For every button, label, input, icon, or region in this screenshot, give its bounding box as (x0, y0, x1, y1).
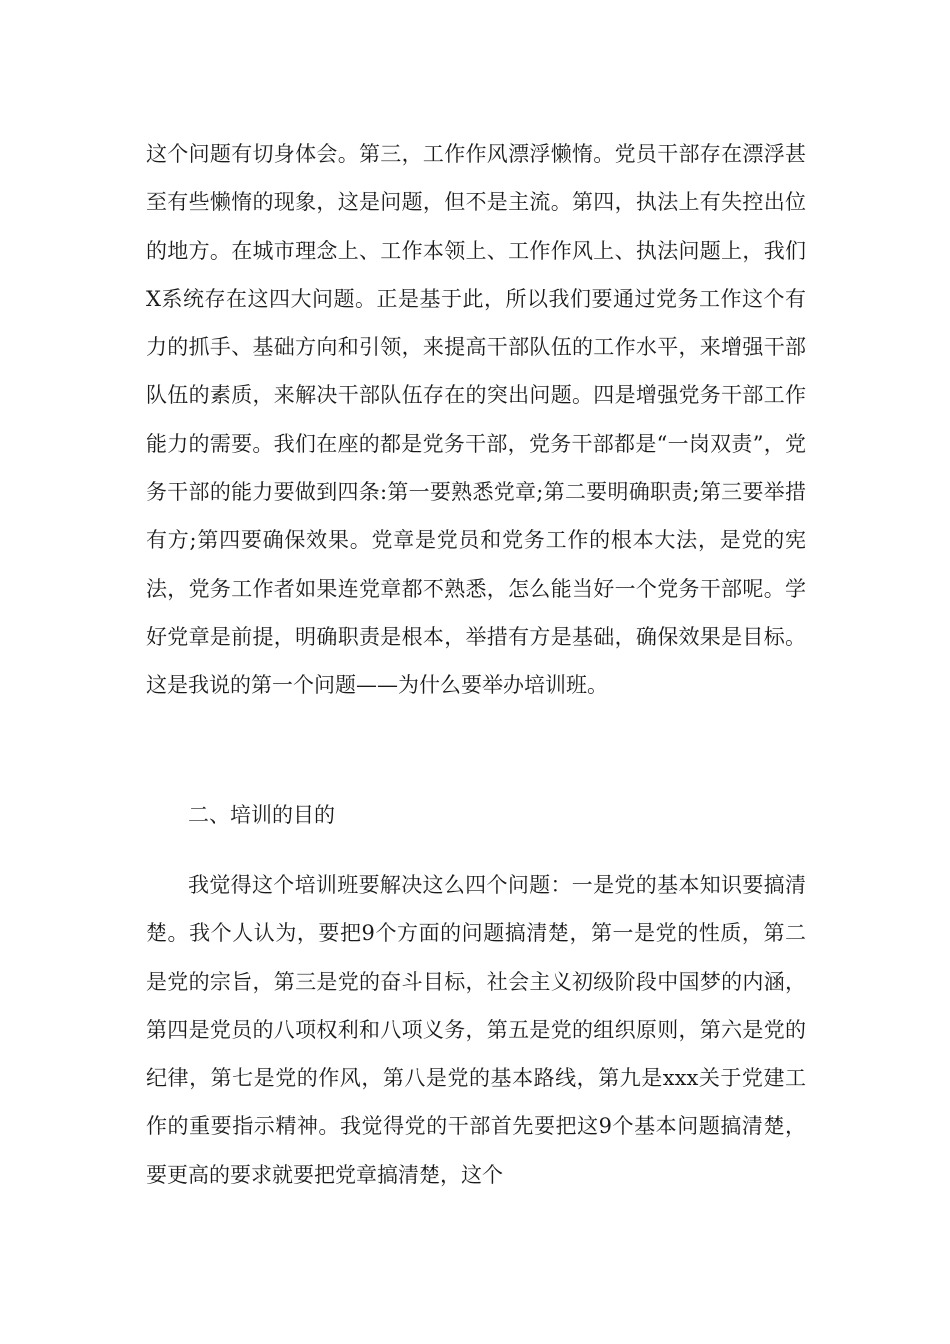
body-paragraph-section-two: 我觉得这个培训班要解决这么四个问题：一是党的基本知识要搞清楚。我个人认为，要把9个方面的问题搞清楚，第一是党的性质，第二是党的宗旨，第三是党的奋斗目标，社会主义初级阶段中国梦的内涵，第四是党员的八项权利和八项义务，第五是党的组织原则，第六是党的纪律，第七是党的作风，第八是党的基本路线，第九是xxx关于党建工作的重要指示精神。我觉得党的干部首先要把这9个基本问题搞清楚，要更高的要求就要把党章搞清楚，这个 (146, 873, 806, 1187)
section-heading: 二、培训的目的 (188, 803, 335, 827)
body-paragraph-continued: 这个问题有切身体会。第三，工作作风漂浮懒惰。党员干部存在漂浮甚至有些懒惰的现象，这是问题，但不是主流。第四，执法上有失控出位的地方。在城市理念上、工作本领上、工作作风上、执法问题上，我们X系统存在这四大问题。正是基于此，所以我们要通过党务工作这个有力的抓手、基础方向和引领，来提高干部队伍的工作水平，来增强干部队伍的素质，来解决干部队伍存在的突出问题。四是增强党务干部工作能力的需要。我们在座的都是党务干部，党务干部都是“一岗双责”，党务干部的能力要做到四条:第一要熟悉党章;第二要明确职责;第三要举措有方;第四要确保效果。党章是党员和党务工作的根本大法，是党的宪法，党务工作者如果连党章都不熟悉，怎么能当好一个党务干部呢。学好党章是前提，明确职责是根本，举措有方是基础，确保效果是目标。这是我说的第一个问题——为什么要举办培训班。 (146, 142, 806, 698)
